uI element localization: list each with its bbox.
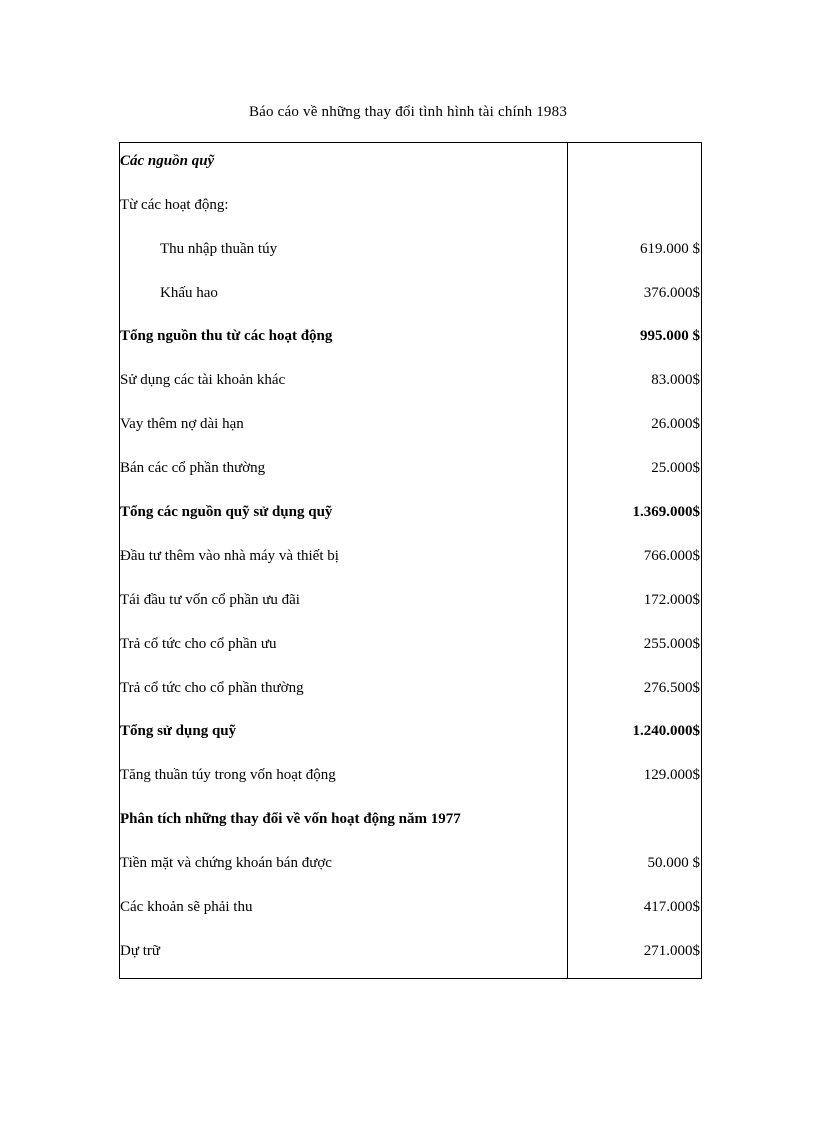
row-label: Tổng sử dụng quỹ bbox=[120, 723, 237, 739]
table-row-total bbox=[120, 720, 701, 742]
row-label: Vay thêm nợ dài hạn bbox=[120, 416, 244, 432]
row-label: Khấu hao bbox=[160, 285, 218, 301]
row-value: 83.000$ bbox=[651, 372, 700, 388]
table-row bbox=[120, 852, 701, 874]
row-value: 417.000$ bbox=[643, 899, 700, 915]
row-value: 271.000$ bbox=[643, 943, 700, 959]
table-row bbox=[120, 677, 701, 699]
row-value: 50.000 $ bbox=[647, 855, 700, 871]
row-value: 129.000$ bbox=[643, 767, 700, 783]
table-row bbox=[120, 194, 701, 216]
section-heading-analysis: Phân tích những thay đổi về vốn hoạt động năm 1977 bbox=[120, 811, 461, 827]
table-row bbox=[120, 940, 701, 962]
row-value: 619.000 $ bbox=[640, 241, 700, 257]
section-heading-sources: Các nguồn quỹ bbox=[120, 153, 215, 169]
table-row bbox=[120, 633, 701, 655]
row-value: 1.369.000$ bbox=[632, 504, 700, 520]
row-value: 25.000$ bbox=[651, 460, 700, 476]
table-row-total bbox=[120, 325, 701, 347]
row-label: Các khoản sẽ phải thu bbox=[120, 899, 253, 915]
row-label: Đầu tư thêm vào nhà máy và thiết bị bbox=[120, 548, 339, 564]
row-label: Thu nhập thuần túy bbox=[160, 241, 278, 257]
row-value: 26.000$ bbox=[651, 416, 700, 432]
row-label: Trả cổ tức cho cổ phần thường bbox=[120, 680, 304, 696]
table-row bbox=[120, 457, 701, 479]
table-row bbox=[120, 413, 701, 435]
row-value: 1.240.000$ bbox=[632, 723, 700, 739]
row-value: 995.000 $ bbox=[640, 328, 700, 344]
table-row bbox=[120, 764, 701, 786]
row-value: 766.000$ bbox=[643, 548, 700, 564]
row-label: Trả cổ tức cho cổ phần ưu bbox=[120, 636, 277, 652]
row-label: Dự trữ bbox=[120, 943, 161, 959]
row-label: Từ các hoạt động: bbox=[120, 197, 229, 213]
table-row-heading bbox=[120, 808, 701, 830]
row-label: Tổng nguồn thu từ các hoạt động bbox=[120, 328, 333, 344]
table-row bbox=[120, 150, 701, 172]
table-row bbox=[120, 896, 701, 918]
row-value: 172.000$ bbox=[643, 592, 700, 608]
table-row bbox=[120, 282, 701, 304]
table-row bbox=[120, 369, 701, 391]
row-value: 376.000$ bbox=[643, 285, 700, 301]
row-value: 276.500$ bbox=[643, 680, 700, 696]
row-label: Tiền mặt và chứng khoán bán được bbox=[120, 855, 332, 871]
table-row-total bbox=[120, 501, 701, 523]
table-row bbox=[120, 589, 701, 611]
row-label: Sử dụng các tài khoản khác bbox=[120, 372, 286, 388]
row-label: Tổng các nguồn quỹ sử dụng quỹ bbox=[120, 504, 333, 520]
table-row bbox=[120, 545, 701, 567]
table-row bbox=[120, 238, 701, 260]
row-label: Bán các cổ phần thường bbox=[120, 460, 266, 476]
row-label: Tăng thuần túy trong vốn hoạt động bbox=[120, 767, 336, 783]
report-table bbox=[119, 142, 702, 979]
row-label: Tái đầu tư vốn cổ phần ưu đãi bbox=[120, 592, 300, 608]
report-title: Báo cáo về những thay đổi tình hình tài chính 1983 bbox=[248, 104, 568, 120]
row-value: 255.000$ bbox=[643, 636, 700, 652]
